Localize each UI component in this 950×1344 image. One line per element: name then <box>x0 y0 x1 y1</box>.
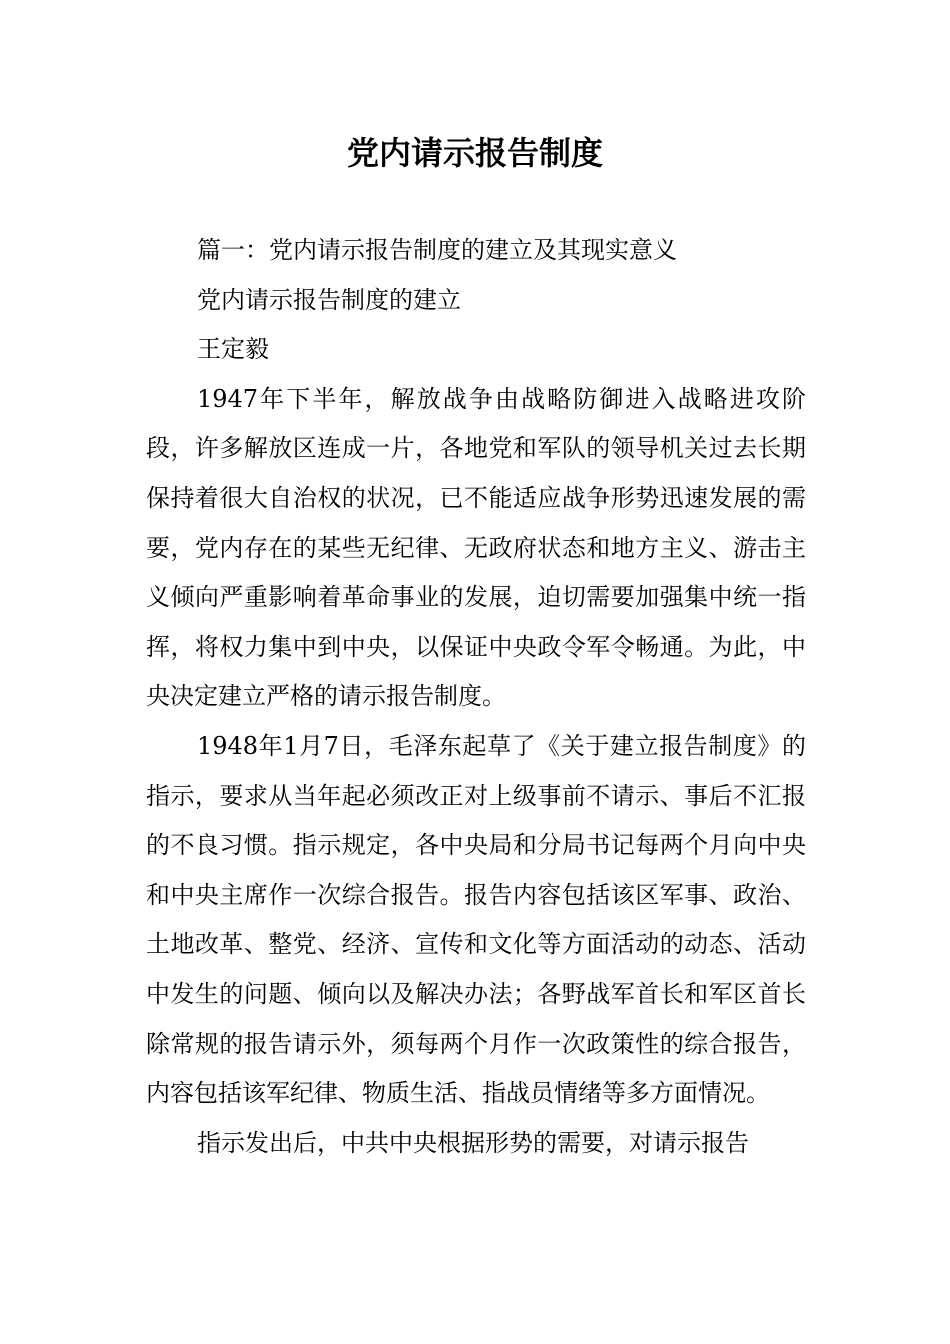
body-paragraph: 指示发出后，中共中央根据形势的需要，对请示报告 <box>197 1128 749 1157</box>
article-title: 党内请示报告制度的建立 <box>197 285 461 314</box>
document-title: 党内请示报告制度 <box>346 134 603 172</box>
body-paragraph: 1948年1月7日，毛泽东起草了《关于建立报告制度》的指示，要求从当年起必须改正对上级事前不请示、事后不汇报的不良习惯。指示规定，各中央局和分局书记每两个月向中央和中央主席作一次综合报告。报告内容包括该区军事、政治、土地改革、整党、经济、宣传和文化等方面活动的动态、活动中发生的问题、倾向以及解决办法；各野战军首长和军区首长除常规的报告请示外，须每两个月作一次政策性的综合报告，内容包括该军纪律、物质生活、指战员情绪等多方面情况。 <box>146 731 806 1108</box>
document-body <box>146 226 806 1168</box>
chapter-heading: 篇一：党内请示报告制度的建立及其现实意义 <box>197 236 677 264</box>
author-name: 王定毅 <box>197 335 269 364</box>
body-paragraph: 1947年下半年，解放战争由战略防御进入战略进攻阶段，许多解放区连成一片，各地党和军队的领导机关过去长期保持着很大自治权的状况，已不能适应战争形势迅速发展的需要，党内存在的某些无纪律、无政府状态和地方主义、游击主义倾向严重影响着革命事业的发展，迫切需要加强集中统一指挥，将权力集中到中央，以保证中央政令军令畅通。为此，中央决定建立严格的请示报告制度。 <box>146 384 806 711</box>
